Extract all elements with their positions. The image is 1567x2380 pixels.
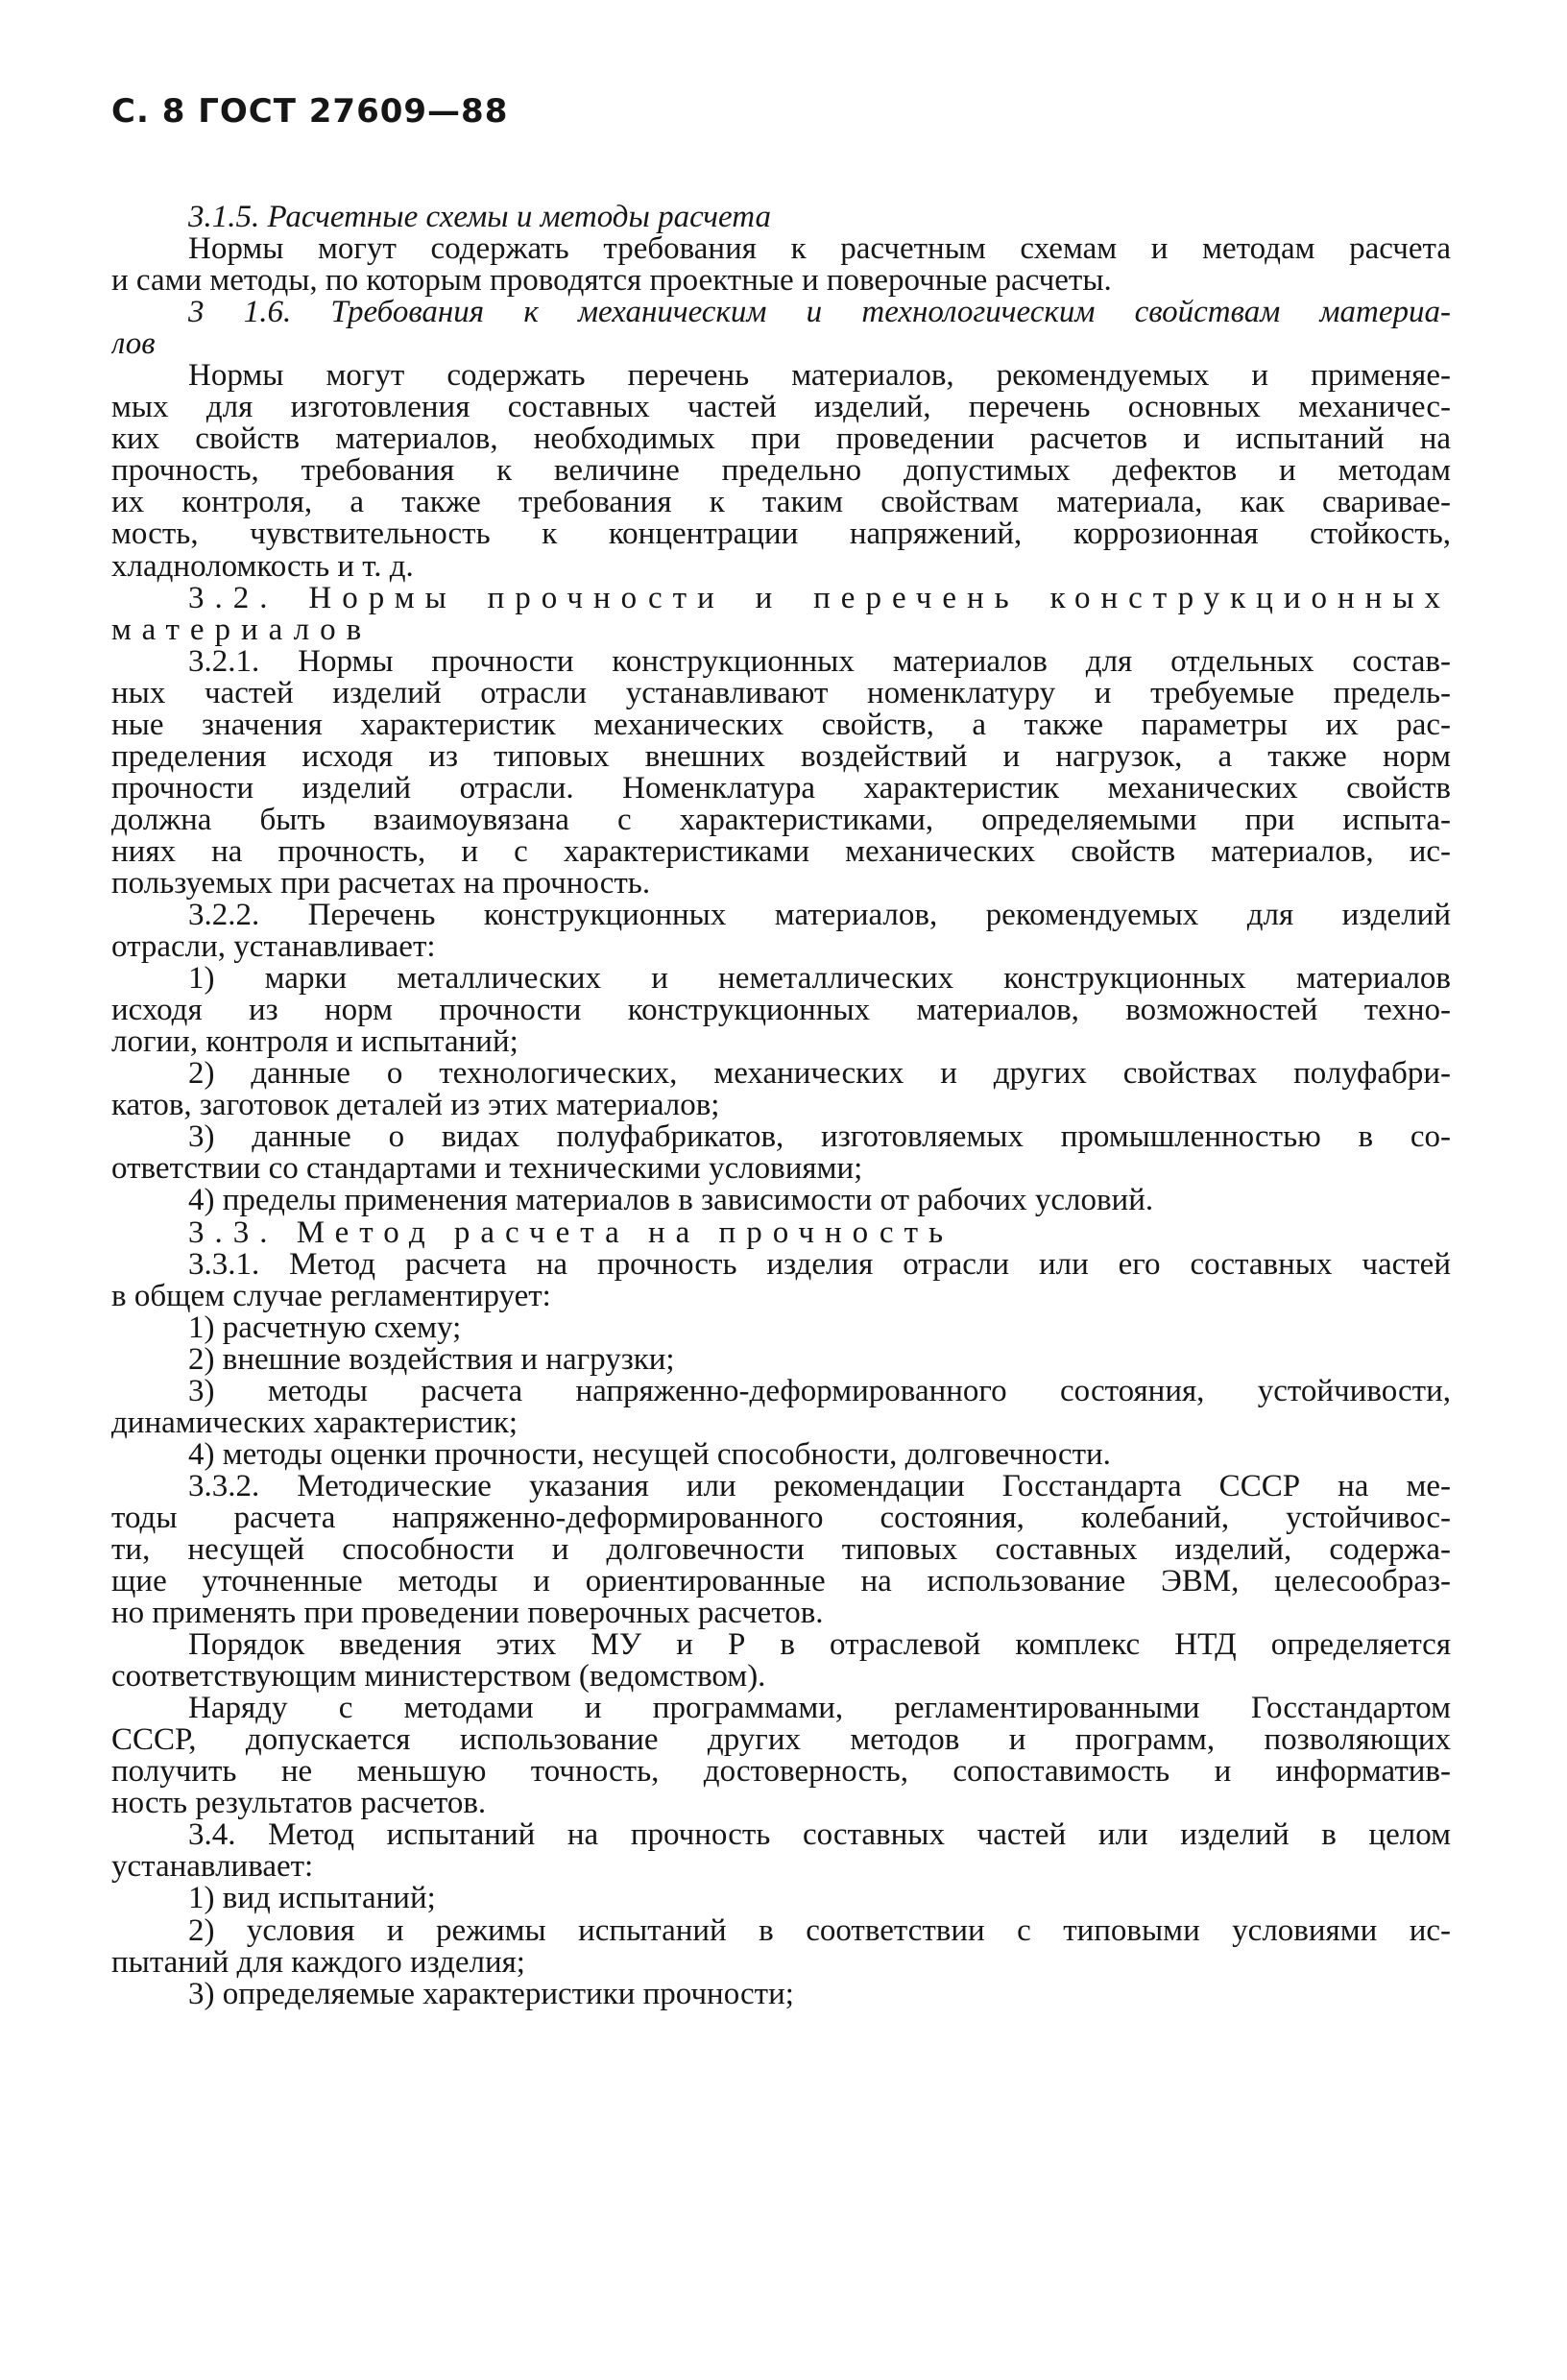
document-page	[111, 92, 1451, 2010]
text-line: пределения исходя из типовых внешних воздействий и нагрузок, а также норм	[111, 740, 1451, 773]
text-line: щие уточненные методы и ориентированные на использование ЭВМ, целесообраз-	[111, 1566, 1451, 1599]
page-header: С. 8 ГОСТ 27609—88	[111, 92, 509, 131]
text-line: 3) определяемые характеристики прочности;	[188, 1978, 794, 2010]
text-line: Нормы могут содержать перечень материалов, рекомендуемых и применяе-	[188, 360, 1451, 393]
text-line: 2) условия и режимы испытаний в соответствии с типовыми условиями ис-	[188, 1914, 1451, 1947]
text-line: Порядок введения этих МУ и Р в отраслевой комплекс НТД определяется	[188, 1629, 1451, 1662]
text-line: устанавливает:	[111, 1851, 314, 1884]
text-line: пользуемых при расчетах на прочность.	[111, 867, 651, 901]
text-line: получить не меньшую точность, достоверность, сопоставимость и информатив-	[111, 1756, 1451, 1789]
text-line: катов, заготовок деталей из этих материалов;	[111, 1090, 720, 1122]
text-line: 1) вид испытаний;	[188, 1883, 436, 1915]
text-line: ких свойств материалов, необходимых при проведении расчетов и испытаний на	[111, 423, 1451, 456]
text-line: 4) пределы применения материалов в зависимости от рабочих условий.	[188, 1185, 1154, 1217]
text-line: 3.2.1. Нормы прочности конструкционных материалов для отдельных состав-	[188, 645, 1451, 678]
text-line: ти, несущей способности и долговечности типовых составных изделий, содержа-	[111, 1533, 1451, 1567]
text-line: мых для изготовления составных частей изделий, перечень основных механичес-	[111, 392, 1451, 424]
text-line: пытаний для каждого изделия;	[111, 1946, 525, 1979]
text-line: и сами методы, по которым проводятся проектные и поверочные расчеты.	[111, 265, 1112, 298]
text-line: 3.4. Метод испытаний на прочность составных частей или изделий в целом	[188, 1819, 1451, 1852]
text-line: 3.3.2. Методические указания или рекомендации Госстандарта СССР на ме-	[188, 1470, 1451, 1503]
text-line: мость, чувствительность к концентрации напряжений, коррозионная стойкость,	[111, 518, 1451, 551]
text-line: материалов	[111, 613, 373, 646]
text-line: соответствующим министерством (ведомством).	[111, 1661, 766, 1694]
text-line: тоды расчета напряженно-деформированного состояния, колебаний, устойчивос-	[111, 1502, 1451, 1534]
text-line: ные значения характеристик механических свойств, а также параметры их рас-	[111, 709, 1451, 741]
text-line: но применять при проведении поверочных расчетов.	[111, 1598, 824, 1630]
text-line: прочность, требования к величине предельно допустимых дефектов и методам	[111, 455, 1451, 488]
text-line: прочности изделий отрасли. Номенклатура характеристик механических свойств	[111, 772, 1451, 805]
text-line: 2) данные о технологических, механических и других свойствах полуфабри-	[188, 1058, 1451, 1091]
text-line: отрасли, устанавливает:	[111, 931, 436, 964]
text-line: в общем случае регламентирует:	[111, 1280, 551, 1312]
text-line: хладноломкость и т. д.	[111, 550, 414, 583]
text-line: 3.3. Метод расчета на прочность	[188, 1216, 954, 1249]
document-body	[111, 202, 1451, 2010]
text-line: 3.2.2. Перечень конструкционных материалов, рекомендуемых для изделий	[188, 900, 1451, 932]
text-line: лов	[111, 328, 156, 361]
text-line: исходя из норм прочности конструкционных материалов, возможностей техно-	[111, 995, 1451, 1027]
text-line: их контроля, а также требования к таким свойствам материала, как сваривае-	[111, 487, 1451, 519]
text-line: логии, контроля и испытаний;	[111, 1026, 518, 1059]
text-line: 3) данные о видах полуфабрикатов, изготовляемых промышленностью в со-	[188, 1121, 1451, 1154]
text-line: ных частей изделий отрасли устанавливают номенклатуру и требуемые предель-	[111, 677, 1451, 709]
text-line: 4) методы оценки прочности, несущей способности, долговечности.	[188, 1438, 1111, 1471]
text-line: ниях на прочность, и с характеристиками механических свойств материалов, ис-	[111, 835, 1451, 868]
text-line: 3.3.1. Метод расчета на прочность изделия отрасли или его составных частей	[188, 1248, 1451, 1281]
text-line: должна быть взаимоувязана с характеристиками, определяемыми при испыта-	[111, 804, 1451, 836]
text-line: 2) внешние воздействия и нагрузки;	[188, 1343, 675, 1376]
text-line: 3 1.6. Требования к механическим и технологическим свойствам материа-	[188, 297, 1451, 329]
text-line: 3.1.5. Расчетные схемы и методы расчета	[188, 202, 771, 234]
text-line: СССР, допускается использование других методов и программ, позволяющих	[111, 1724, 1451, 1757]
text-line: 1) марки металлических и неметаллических конструкционных материалов	[188, 963, 1451, 996]
text-line: ответствии со стандартами и техническими условиями;	[111, 1153, 863, 1186]
text-line: динамических характеристик;	[111, 1406, 518, 1439]
text-line: 1) расчетную схему;	[188, 1311, 462, 1344]
text-line: Нормы могут содержать требования к расчетным схемам и методам расчета	[188, 233, 1451, 266]
text-line: Наряду с методами и программами, регламентированными Госстандартом	[188, 1693, 1451, 1725]
text-line: 3.2. Нормы прочности и перечень конструкционных	[188, 582, 1451, 614]
text-line: ность результатов расчетов.	[111, 1788, 487, 1820]
text-line: 3) методы расчета напряженно-деформированного состояния, устойчивости,	[188, 1375, 1451, 1407]
